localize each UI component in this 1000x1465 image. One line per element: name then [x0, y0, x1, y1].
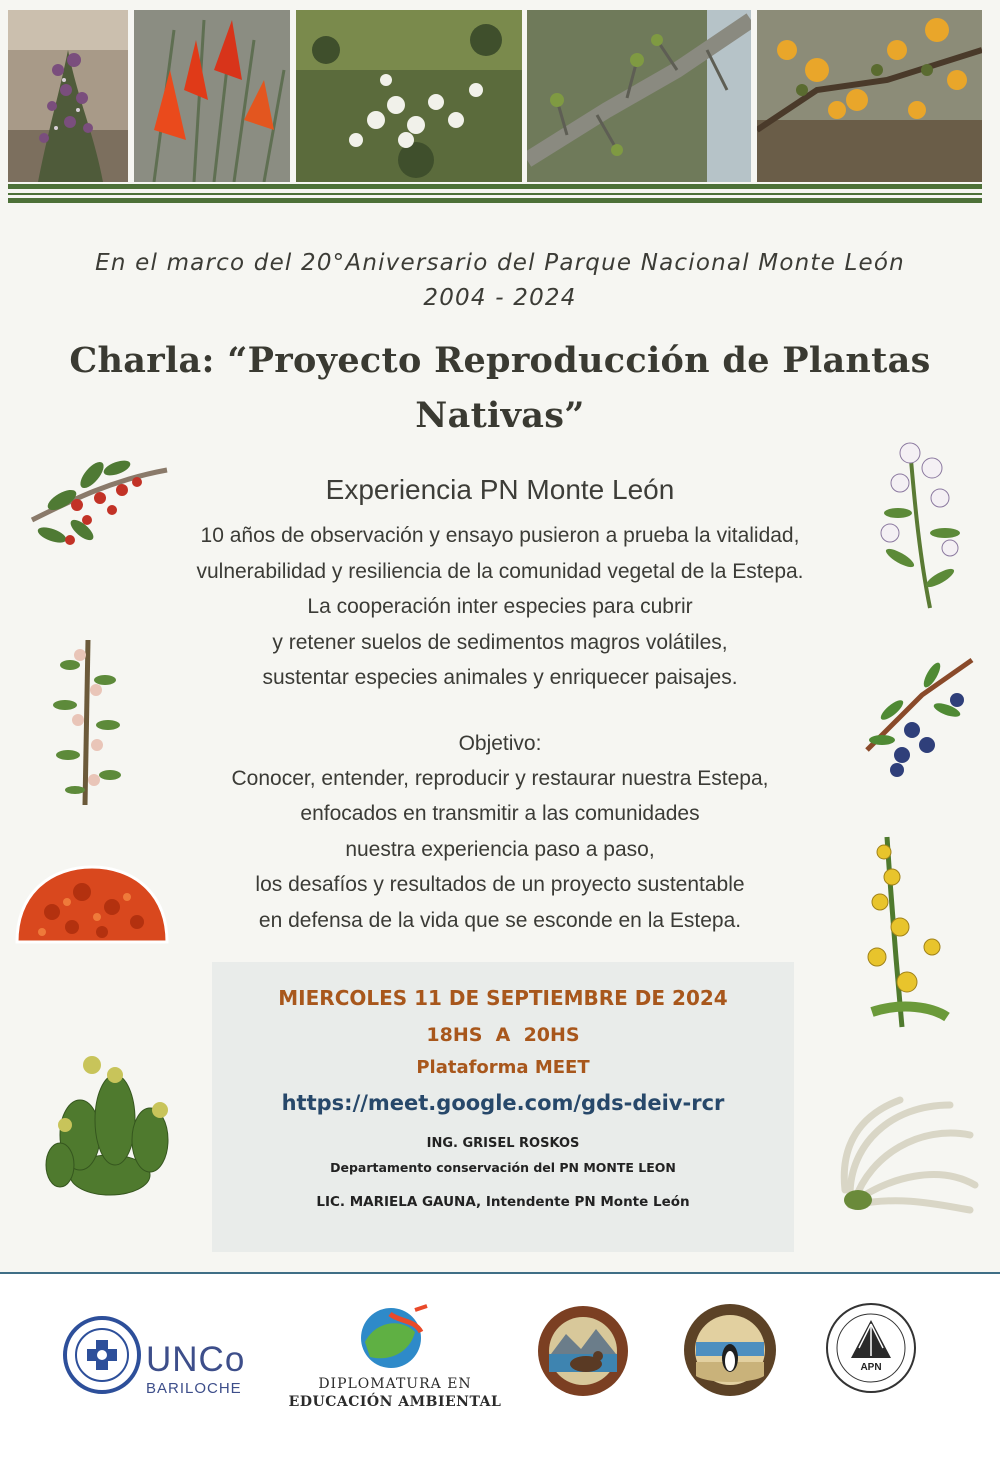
- talk-title-line2: Nativas”: [415, 395, 585, 436]
- photo-red-flower: [134, 10, 290, 182]
- meet-link[interactable]: https://meet.google.com/gds-deiv-rcr: [281, 1091, 725, 1115]
- talk-title-line1: Charla: “Proyecto Reproducción de Plantas: [69, 340, 931, 381]
- description-line: vulnerabilidad y resiliencia de la comunidad vegetal de la Estepa.: [196, 560, 804, 583]
- green-stripe-top: [8, 184, 982, 189]
- berry-branch-illustration: [22, 440, 172, 560]
- description-line: La cooperación inter especies para cubrir: [307, 595, 693, 618]
- globe-icon: [355, 1302, 433, 1372]
- white-flower-stem-illustration: [870, 438, 970, 608]
- anniversary-line: En el marco del 20°Aniversario del Parque Nacional Monte León: [95, 250, 905, 276]
- objective-heading: Objetivo:: [458, 732, 542, 755]
- apn-label: APN: [860, 1362, 882, 1373]
- description-line: y retener suelos de sedimentos magros volátiles,: [272, 631, 728, 654]
- objective-line: nuestra experiencia paso a paso,: [345, 838, 655, 861]
- photo-thorny-branch: [527, 10, 751, 182]
- unco-seal-logo: [62, 1316, 142, 1394]
- yellow-flower-spike-illustration: [862, 832, 954, 1027]
- objective-line: Conocer, entender, reproducir y restaurar nuestra Estepa,: [231, 767, 769, 790]
- description-line: 10 años de observación y ensayo pusieron a prueba la vitalidad,: [200, 524, 800, 547]
- speaker2: LIC. MARIELA GAUNA, Intendente PN Monte León: [316, 1194, 690, 1210]
- subtitle: Experiencia PN Monte León: [325, 474, 675, 505]
- diplomatura-line2: EDUCACIÓN AMBIENTAL: [288, 1394, 502, 1410]
- event-platform: Plataforma MEET: [416, 1057, 590, 1078]
- photo-white-flowers: [296, 10, 522, 182]
- objective-line: los desafíos y resultados de un proyecto sustentable: [255, 873, 745, 896]
- park-seal-otter-logo: [536, 1304, 630, 1398]
- green-succulent-illustration: [40, 1045, 180, 1205]
- unco-city: BARILOCHE: [146, 1380, 242, 1397]
- park-seal-penguin-logo: [682, 1302, 778, 1398]
- description-line: sustentar especies animales y enriquecer paisajes.: [262, 666, 738, 689]
- objective-line: enfocados en transmitir a las comunidades: [300, 802, 700, 825]
- event-time: 18HS A 20HS: [426, 1024, 580, 1046]
- green-stripe-thin: [8, 193, 982, 195]
- apn-logo: [825, 1302, 917, 1394]
- speaker1-name: ING. GRISEL ROSKOS: [426, 1136, 580, 1151]
- red-cushion-plant-illustration: [12, 862, 172, 952]
- flowering-stem-illustration: [50, 635, 125, 805]
- blue-berry-branch-illustration: [862, 650, 977, 780]
- anniversary-years: 2004 - 2024: [423, 285, 577, 311]
- green-stripe-bottom: [8, 198, 982, 203]
- photo-yellow-flowers: [757, 10, 982, 182]
- speaker1-role: Departamento conservación del PN MONTE LEON: [330, 1160, 676, 1175]
- photo-purple-shrub: [8, 10, 128, 182]
- objective-line: en defensa de la vida que se esconde en la Estepa.: [258, 909, 742, 932]
- event-date: MIERCOLES 11 DE SEPTIEMBRE DE 2024: [278, 986, 728, 1010]
- diplomatura-line1: DIPLOMATURA EN: [318, 1376, 472, 1392]
- feathery-grass-illustration: [830, 1095, 980, 1215]
- unco-name: UNCo: [146, 1340, 246, 1379]
